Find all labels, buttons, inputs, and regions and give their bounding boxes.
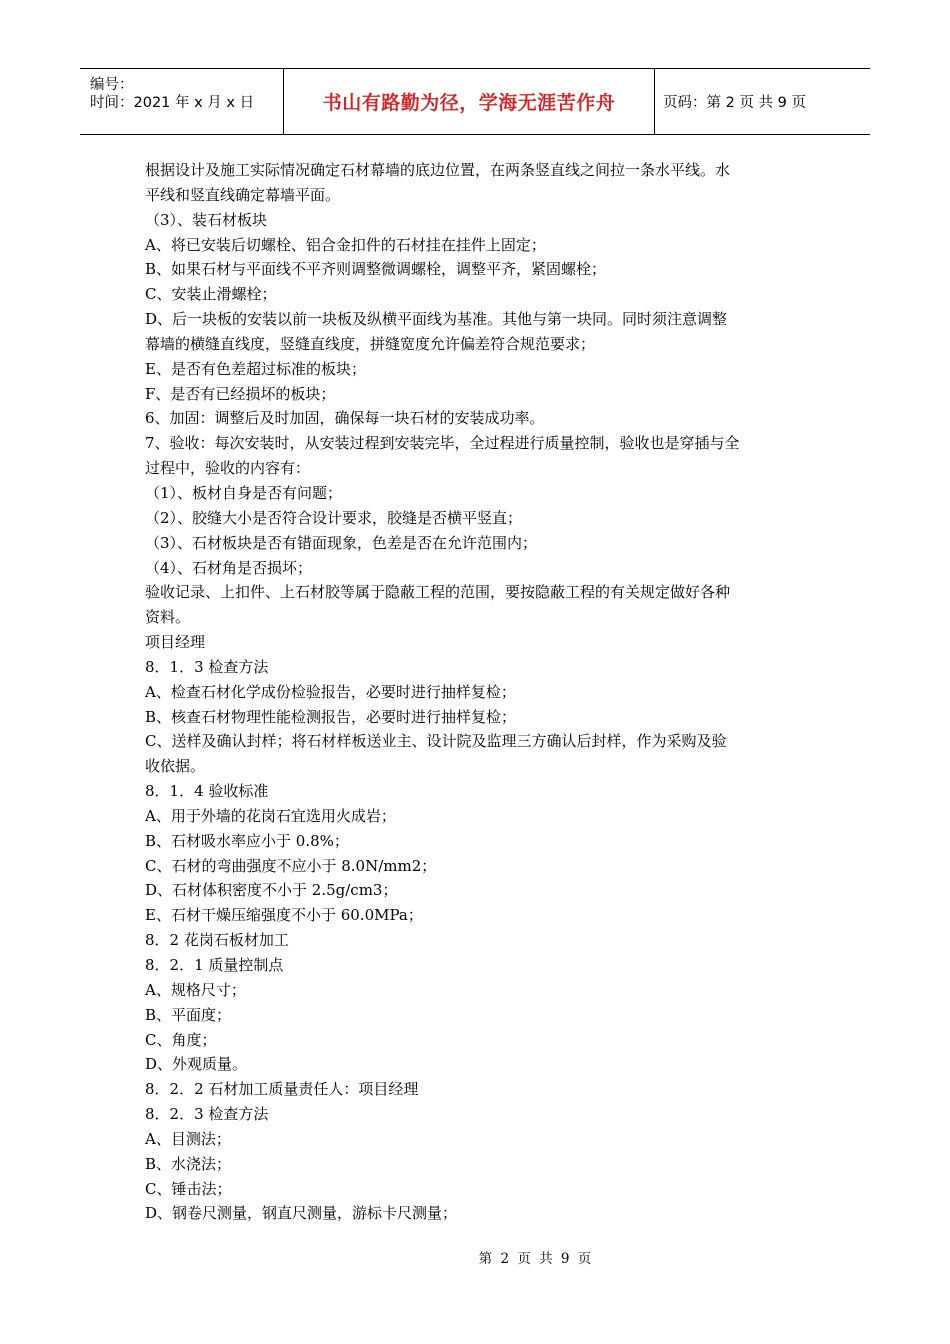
body-text-line: 平线和竖直线确定幕墙平面。 (145, 185, 341, 204)
body-text-line: B、水浇法； (145, 1154, 232, 1173)
body-text-line: （3）、石材板块是否有错面现象，色差是否在允许范围内； (145, 533, 538, 552)
body-text-line: 验收记录、上扣件、上石材胶等属于隐蔽工程的范围，要按隐蔽工程的有关规定做好各种 (145, 583, 731, 602)
header-page-info: 页码：第 2 页 共 9 页 (663, 95, 806, 111)
body-text-line: A、将已安装后切螺栓、铝合金扣件的石材挂在挂件上固定； (145, 235, 546, 254)
document-number-label: 编号： (90, 77, 134, 93)
body-text-line: 过程中，验收的内容有： (145, 459, 311, 478)
body-text-line: D、外观质量。 (145, 1055, 248, 1074)
body-text-line: E、石材干燥压缩强度不小于 60.0MPa； (145, 906, 423, 925)
body-text-line: A、规格尺寸； (145, 980, 246, 999)
body-text-line: A、检查石材化学成份检验报告，必要时进行抽样复检； (145, 682, 516, 701)
body-text-line: （1）、板材自身是否有问题； (145, 483, 343, 502)
body-text-line: 幕墙的横缝直线度，竖缝直线度，拼缝宽度允许偏差符合规范要求； (145, 334, 596, 353)
body-text-line: 8．2．1 质量控制点 (145, 956, 284, 974)
document-body (145, 158, 815, 1226)
header-motto: 书山有路勤为径，学海无涯苦作舟 (322, 92, 616, 114)
body-text-line: B、核查石材物理性能检测报告，必要时进行抽样复检； (145, 707, 517, 726)
body-text-line: 项目经理 (145, 633, 206, 652)
body-text-line: （4）、石材角是否损坏； (145, 558, 313, 577)
body-text-line: 资料。 (145, 608, 191, 627)
body-text-line: （2）、胶缝大小是否符合设计要求，胶缝是否横平竖直； (145, 508, 523, 527)
header-motto-cell (283, 69, 655, 134)
body-text-line: 7、验收：每次安装时，从安装过程到安装完毕，全过程进行质量控制，验收也是穿插与全 (145, 434, 740, 453)
page-footer: 第 2 页 共 9 页 (478, 1251, 592, 1267)
body-text-line: B、如果石材与平面线不平齐则调整微调螺栓，调整平齐，紧固螺栓； (145, 260, 607, 279)
document-date-label: 时间：2021 年 x 月 x 日 (90, 95, 255, 111)
body-text-line: B、石材吸水率应小于 0.8%； (145, 831, 349, 850)
body-text-line: 8．1．3 检查方法 (145, 657, 269, 676)
body-text-line: D、石材体积密度不小于 2.5g/cm3； (145, 881, 398, 900)
body-text-line: C、石材的弯曲强度不应小于 8.0N/mm2； (145, 856, 437, 875)
body-text-line: 8．2．3 检查方法 (145, 1105, 269, 1124)
header-left-cell (80, 69, 283, 134)
body-text-line: F、是否有已经损坏的板块； (145, 384, 336, 403)
body-text-line: 8．2 花岗石板材加工 (145, 931, 289, 950)
body-text-line: B、平面度； (145, 1005, 232, 1024)
body-text-line: A、目测法； (145, 1129, 231, 1148)
body-text-line: 6、加固：调整后及时加固，确保每一块石材的安装成功率。 (145, 409, 545, 428)
header-page-cell (655, 69, 870, 134)
body-text-line: （3）、装石材板块 (145, 210, 268, 229)
body-text-line: 8．2．2 石材加工质量责任人：项目经理 (145, 1080, 419, 1099)
body-text-line: D、后一块板的安装以前一块板及纵横平面线为基准。其他与第一块同。同时须注意调整 (145, 310, 728, 329)
document-header (80, 68, 870, 135)
body-text-line: 收依据。 (145, 757, 206, 776)
body-text-line: 8．1．4 验收标准 (145, 782, 269, 801)
body-text-line: C、安装止滑螺栓； (145, 285, 277, 304)
body-text-line: C、锤击法； (145, 1179, 232, 1198)
body-text-line: C、送样及确认封样；将石材样板送业主、设计院及监理三方确认后封样，作为采购及验 (145, 732, 727, 751)
body-text-line: E、是否有色差超过标准的板块； (145, 359, 366, 378)
body-text-line: 根据设计及施工实际情况确定石材幕墙的底边位置，在两条竖直线之间拉一条水平线。水 (145, 161, 731, 179)
body-text-line: C、角度； (145, 1030, 217, 1049)
body-text-line: A、用于外墙的花岗石宜选用火成岩； (145, 806, 396, 825)
body-text-line: D、钢卷尺测量，钢直尺测量，游标卡尺测量； (145, 1204, 458, 1223)
